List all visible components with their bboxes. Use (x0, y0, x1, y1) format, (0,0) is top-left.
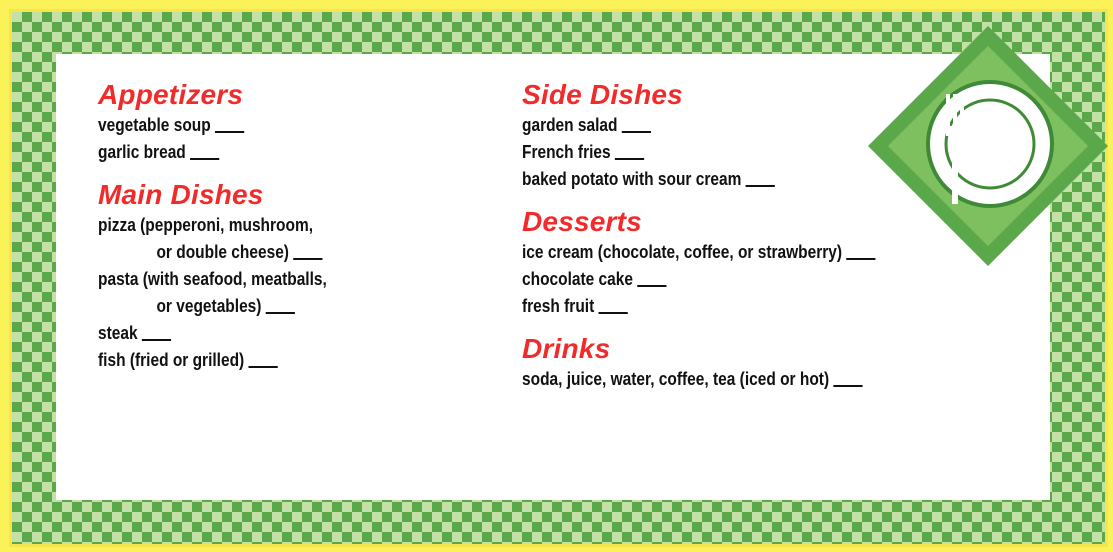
menu-item: baked potato with sour cream (522, 166, 876, 193)
menu-item: French fries (522, 139, 876, 166)
menu-item: soda, juice, water, coffee, tea (iced or hot) (522, 366, 876, 393)
drinks-heading: Drinks (522, 333, 611, 364)
menu-item: pasta (with seafood, meatballs, (98, 269, 327, 289)
menu-item: ice cream (chocolate, coffee, or strawberry) (522, 239, 876, 266)
desserts-heading: Desserts (522, 206, 642, 237)
menu-item: garlic bread (98, 139, 327, 166)
menu-item: chocolate cake (522, 266, 876, 293)
menu-item: fish (fried or grilled) (98, 347, 327, 374)
right-column (522, 78, 933, 393)
side-dishes-heading: Side Dishes (522, 79, 683, 110)
appetizers-heading: Appetizers (98, 79, 244, 110)
menu-item: or double cheese) (98, 239, 327, 266)
left-column (98, 78, 364, 374)
menu-item: or vegetables) (98, 293, 327, 320)
menu-item: steak (98, 320, 327, 347)
menu-item: garden salad (522, 112, 876, 139)
main-dishes-heading: Main Dishes (98, 179, 264, 210)
menu-item: vegetable soup (98, 112, 327, 139)
menu-item: fresh fruit (522, 293, 876, 320)
menu-item: pizza (pepperoni, mushroom, (98, 215, 314, 235)
